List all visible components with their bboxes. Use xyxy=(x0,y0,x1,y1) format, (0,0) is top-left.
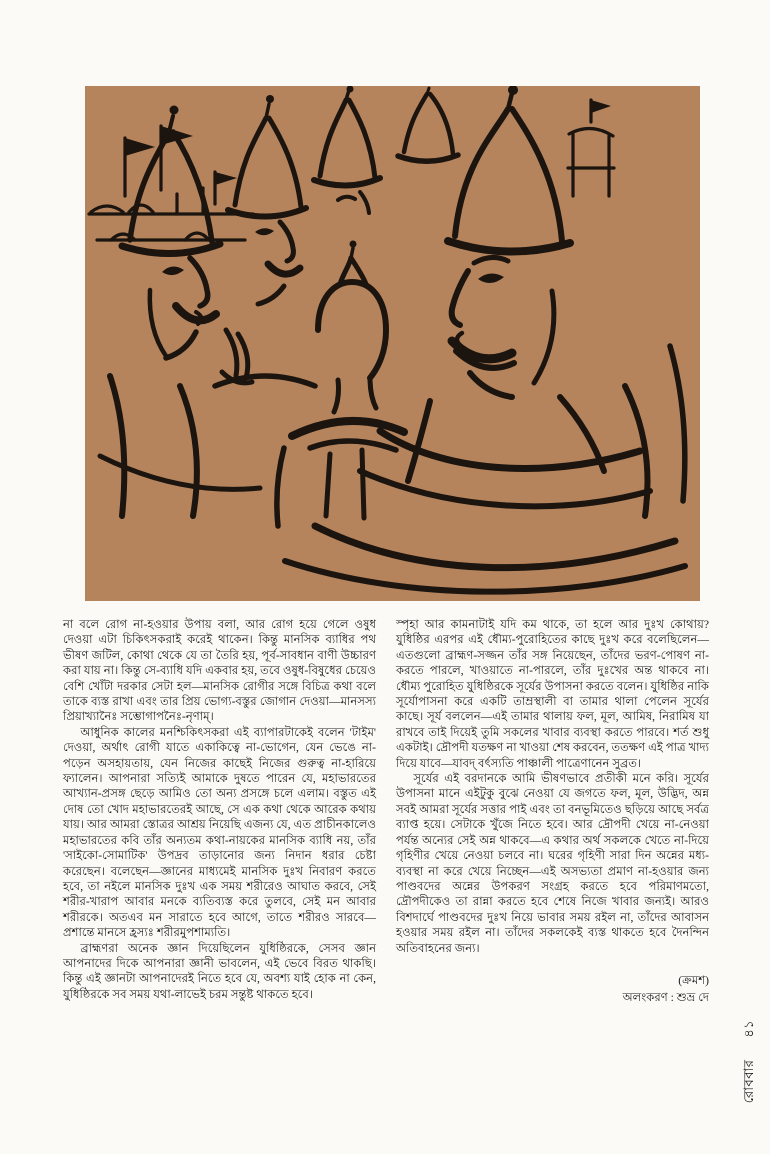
continuation-marker: (ক্রমশ) xyxy=(678,973,709,987)
article-paragraph: আধুনিক কালের মনশ্চিকিৎসকরা এই ব্যাপারটাকেই বলেন 'টাইম' দেওয়া, অর্থাৎ রোগী যাতে একাকিত্বে না-ভোগেন, যেন ভেঙে না-পড়েন অসহায়তায়, যেন নিজের কাছেই নিজের গুরুত্ব না-হারিয়ে ফ্যালেন। আপনারা সত্যিই আমাকে দুষতে পারেন যে, মহাভারতের আখ্যান-প্রসঙ্গ ছেড়ে আমিও তো অন্য প্রসঙ্গে চলে এলাম। বস্তুত এই দোষ তো খোদ মহাভারতেরই আছে, সে এক কথা থেকে আরেক কথায় যায়। আর আমরা স্তোত্রর আশ্রয় নিয়েছি এজন্য যে, এত প্রাচীনকালেও মহাভারতের কবি তাঁর অন্যতম কথা-নায়কের মানসিক ব্যাধি নয়, তাঁর 'সাইকো-সোমাটিক' উপদ্রব তাড়ানোর জন্য নিদান ধরার চেষ্টা করেছেন। বলেছেন—জ্ঞানের মাধ্যমেই মানসিক দুঃখ নিবারণ করতে হবে, তা নইলে মানসিক দুঃখ এক সময় শরীরেও আঘাত করবে, সেই শরীর-খারাপ আবার মনকে ব্যতিব্যস্ত করে তুলবে, সেই মন আবার শরীরকে। অতএব মন সারাতে হবে আগে, তাতে শরীরও সারবে—প্রশান্তে মানসে হ্রস্যঃ শরীরমুপশাম্যতি। xyxy=(63,725,376,940)
page-number: ৪১ xyxy=(741,1019,757,1038)
article-paragraph: ব্রাহ্মণরা অনেক জ্ঞান দিয়েছিলেন যুধিষ্ঠিরকে, সেসব জ্ঞান আপনাদের দিকে আপনারা জ্ঞানী ভাবলেন, এই ভেবে বিরত থাকছি। কিন্তু এই জ্ঞানটা আপনাদেরই নিতে হবে যে, অবশ্য যাই হোক না কেন, যুধিষ্ঠিরকে সব সময় যথা-লাভেই চরম সন্তুষ্ট থাকতে হবে। xyxy=(63,941,376,1001)
page-folio-text xyxy=(741,1019,762,1102)
illustrator-credit: অলংকরণ : শুভ্র দে xyxy=(622,991,709,1005)
article-columns xyxy=(63,617,709,1007)
flags-and-skyline xyxy=(89,126,253,240)
article-paragraph: সূর্যের এই বরদানকে আমি ভীষণভাবে প্রতীকী মনে করি। সূর্যের উপাসনা মানে এইটুকু বুঝে নেওয়া যে জগতে ফল, মূল, উদ্ভিদ, অন্ন সবই আমরা সূর্যের সত্তার পাই এবং তা বনভূমিতেও ছড়িয়ে আছে সর্বত্র ব্যাপ্ত হয়ে। সেটাকে খুঁজে নিতে হবে। আর দ্রৌপদী খেয়ে না-নেওয়া পর্যন্ত অন্যের সেই অন্ন থাকবে—এ কথার অর্থ সকলকে খেতে না-দিয়ে গৃহিণীর খেয়ে নেওয়া চলবে না। ঘরের গৃহিণী সারা দিন অন্নের মধ্য-ব্যবস্থা না করে খেয়ে নিচ্ছেন—এই অসভ্যতা প্রমাণ না-হওয়ার জন্য পাণ্ডবদের অন্নের উপকরণ সংগ্রহ করতে হবে পরিমাণমতো, দ্রৌপদীকেও তা রান্না করতে হবে শেষে নিজে খাবার জন্যই। আরও বিশদার্ঘে পাণ্ডবদের দুঃখ নিয়ে ভাবার সময় রইল না, তাঁদের আবাসন হওয়ার সময় রইল না। তাঁদের সকলকেই ব্যস্ত থাকতে হবে দৈনন্দিন অতিবাহনের জন্য। xyxy=(396,772,709,955)
article-paragraph: না বলে রোগ না-হওয়ার উপায় বলা, আর রোগ হয়ে গেলে ওষুধ দেওয়া এটা চিকিৎসকরাই করেই থাকেন। কিন্তু মানসিক ব্যাধির পথ ভীষণ জটিল, কোথা থেকে যে তা তৈরি হয়, পূর্ব-সাবধান বাণী উচ্চারণ করা যায় না। কিন্তু সে-ব্যাধি যদি একবার হয়, তবে ওষুধ-বিষুধের চেয়েও বেশি খোঁটা দরকার সেটা হল—মানসিক রোগীর সঙ্গে বিচিত্র কথা বলে তাকে ব্যস্ত রাখা এবং তার প্রিয় ভোগ্য-বস্তুর জোগান দেওয়া—মানসস্য প্রিয়াখ্যানৈঃ সম্ভোগাপনৈঃ-নৃণাম্। xyxy=(63,618,376,724)
article-paragraph: স্পৃহা আর কামনাটাই যদি কম থাকে, তা হলে আর দুঃখ কোথায়? যুধিষ্ঠির এরপর এই ধৌম্য-পুরোহিতের কাছে দুঃখ করে বলেছিলেন—এতগুলো ব্রাহ্মণ-সজ্জন তাঁর সঙ্গ নিয়েছেন, তাঁদের ভরণ-পোষণ না-করতে পারলে, খাওয়াতে না-পারলে, তাঁর দুঃখের অন্ত থাকবে না। ধৌম্য পুরোহিত যুধিষ্ঠিরকে সূর্যের উপাসনা করতে বলেন। যুধিষ্ঠির নাকি সূর্যোপাসনা করে একটি তাম্রস্থালী বা তামার থালা পেলেন সূর্যের কাছে। সূর্য বললেন—এই তামার থালায় ফল, মূল, আমিষ, নিরামিষ যা রাখবে তাই দিয়েই তুমি সকলের খাবার ব্যবস্থা করতে পারবে। শর্ত শুধু একটাই। দ্রৌপদী যতক্ষণ না খাওয়া শেষ করবেন, ততক্ষণ এই পাত্র খাদ্য দিয়ে যাবে—যাবদ্ বর্ৎস্যতি পাঞ্চালী পাত্রেণানেন সুব্রত। xyxy=(396,618,709,770)
page-folio xyxy=(740,996,762,1126)
warrior-figure-third xyxy=(314,86,380,213)
warriors-ink-illustration xyxy=(85,86,700,601)
warrior-figure-large-right xyxy=(285,86,685,592)
article-body xyxy=(63,617,709,1007)
illustration-panel xyxy=(85,86,700,601)
article-column-left xyxy=(63,617,376,1007)
magazine-name: রোববার xyxy=(741,1059,757,1103)
article-column-right xyxy=(396,617,709,1007)
tower-sketch xyxy=(568,100,614,196)
warrior-figure-back xyxy=(398,88,458,161)
article-credit-block xyxy=(396,972,709,1007)
